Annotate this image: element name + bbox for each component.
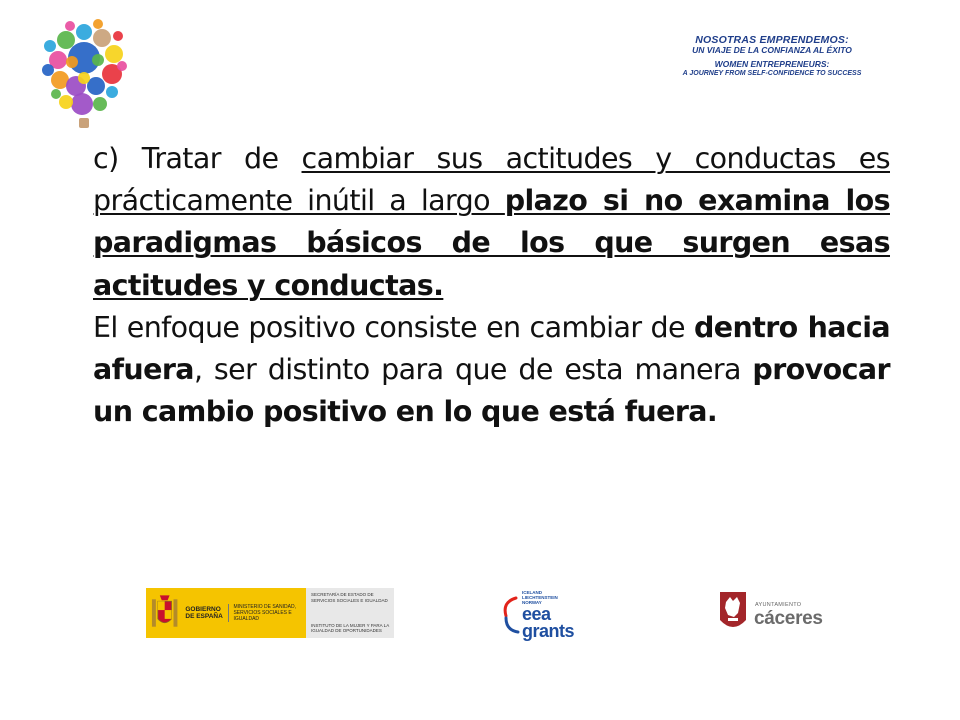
- balloon-bubble: [105, 45, 123, 63]
- balloon-bubble: [71, 93, 93, 115]
- gobierno-text: [185, 606, 228, 621]
- paragraph-2: [93, 307, 890, 434]
- gobierno-yellow-band: [146, 588, 306, 638]
- p2-text-2: , ser distinto para que de esta manera: [193, 352, 753, 386]
- gobierno-line2: DE ESPAÑA: [185, 613, 223, 620]
- p2-bold-1: dentro hacia afuera: [93, 310, 890, 386]
- p2-bold-2: provocar un cambio positivo en lo que está fuera.: [93, 352, 890, 429]
- title-en-line1: WOMEN ENTREPRENEURS:: [714, 58, 830, 69]
- p2-text-1: El enfoque positivo consiste en cambiar de: [93, 310, 694, 344]
- gobierno-grey-band: [306, 588, 394, 638]
- instituto-text: INSTITUTO DE LA MUJER Y PARA LA IGUALDAD DE OPORTUNIDADES: [311, 622, 389, 634]
- p1-underlined: cambiar sus actitudes y conductas es prácticamente inútil a largo: [93, 142, 890, 218]
- balloon-bubble: [51, 89, 61, 99]
- caceres-name: cáceres: [754, 608, 823, 629]
- paragraph-1: [93, 138, 890, 307]
- balloon-bubble: [106, 86, 118, 98]
- balloon-basket: [79, 118, 89, 128]
- eea-word-1: eea: [522, 604, 551, 624]
- eea-word-2: grants: [522, 621, 575, 641]
- balloon-bubble: [44, 40, 56, 52]
- balloon-bubble: [113, 31, 123, 41]
- eea-country-1: ICELAND: [522, 590, 542, 595]
- balloon-bubble: [59, 95, 73, 109]
- eea-country-2: LIECHTENSTEIN: [522, 595, 558, 601]
- ayuntamiento-caceres-logo: [718, 588, 838, 638]
- project-title: [652, 34, 892, 78]
- eea-grants-logo: [496, 584, 586, 644]
- secretaria-text: SECRETARÍA DE ESTADO DE SERVICIOS SOCIALES E IGUALDAD: [311, 592, 388, 603]
- balloon-bubble: [66, 56, 78, 68]
- balloon-logo-icon: [36, 18, 132, 130]
- title-en-line2: A JOURNEY FROM SELF-CONFIDENCE TO SUCCESS: [682, 69, 862, 77]
- eea-wordmark: [522, 606, 574, 640]
- ministerio-text: MINISTERIO DE SANIDAD, SERVICIOS SOCIALES E IGUALDAD: [228, 604, 302, 622]
- p1-text: c) Tratar de: [93, 142, 302, 175]
- p1-underlined-bold: plazo si no examina los paradigmas básicos de los que surgen esas actitudes y conductas.: [93, 184, 890, 302]
- balloon-bubble: [92, 54, 104, 66]
- title-es-line1: NOSOTRAS EMPRENDEMOS:: [695, 34, 849, 46]
- caceres-shield-icon: [718, 588, 748, 636]
- balloon-bubble: [93, 97, 107, 111]
- caceres-ayuntamiento-label: AYUNTAMIENTO: [755, 602, 802, 608]
- title-es-line2: UN VIAJE DE LA CONFIANZA AL ÉXITO: [692, 45, 852, 56]
- balloon-bubble: [57, 31, 75, 49]
- gobierno-espana-logo: [146, 588, 394, 638]
- balloon-bubble: [117, 61, 127, 71]
- slide-body: [93, 138, 890, 433]
- balloon-bubble: [65, 21, 75, 31]
- balloon-bubble: [76, 24, 92, 40]
- coat-of-arms-icon: [150, 593, 179, 633]
- balloon-bubble: [93, 19, 103, 29]
- balloon-bubble: [93, 29, 111, 47]
- gobierno-line1: GOBIERNO: [185, 605, 221, 613]
- balloon-bubble: [78, 72, 90, 84]
- balloon-bubble: [42, 64, 54, 76]
- eea-country-3: NORWAY: [522, 600, 542, 606]
- eea-swoosh-icon: [500, 594, 520, 636]
